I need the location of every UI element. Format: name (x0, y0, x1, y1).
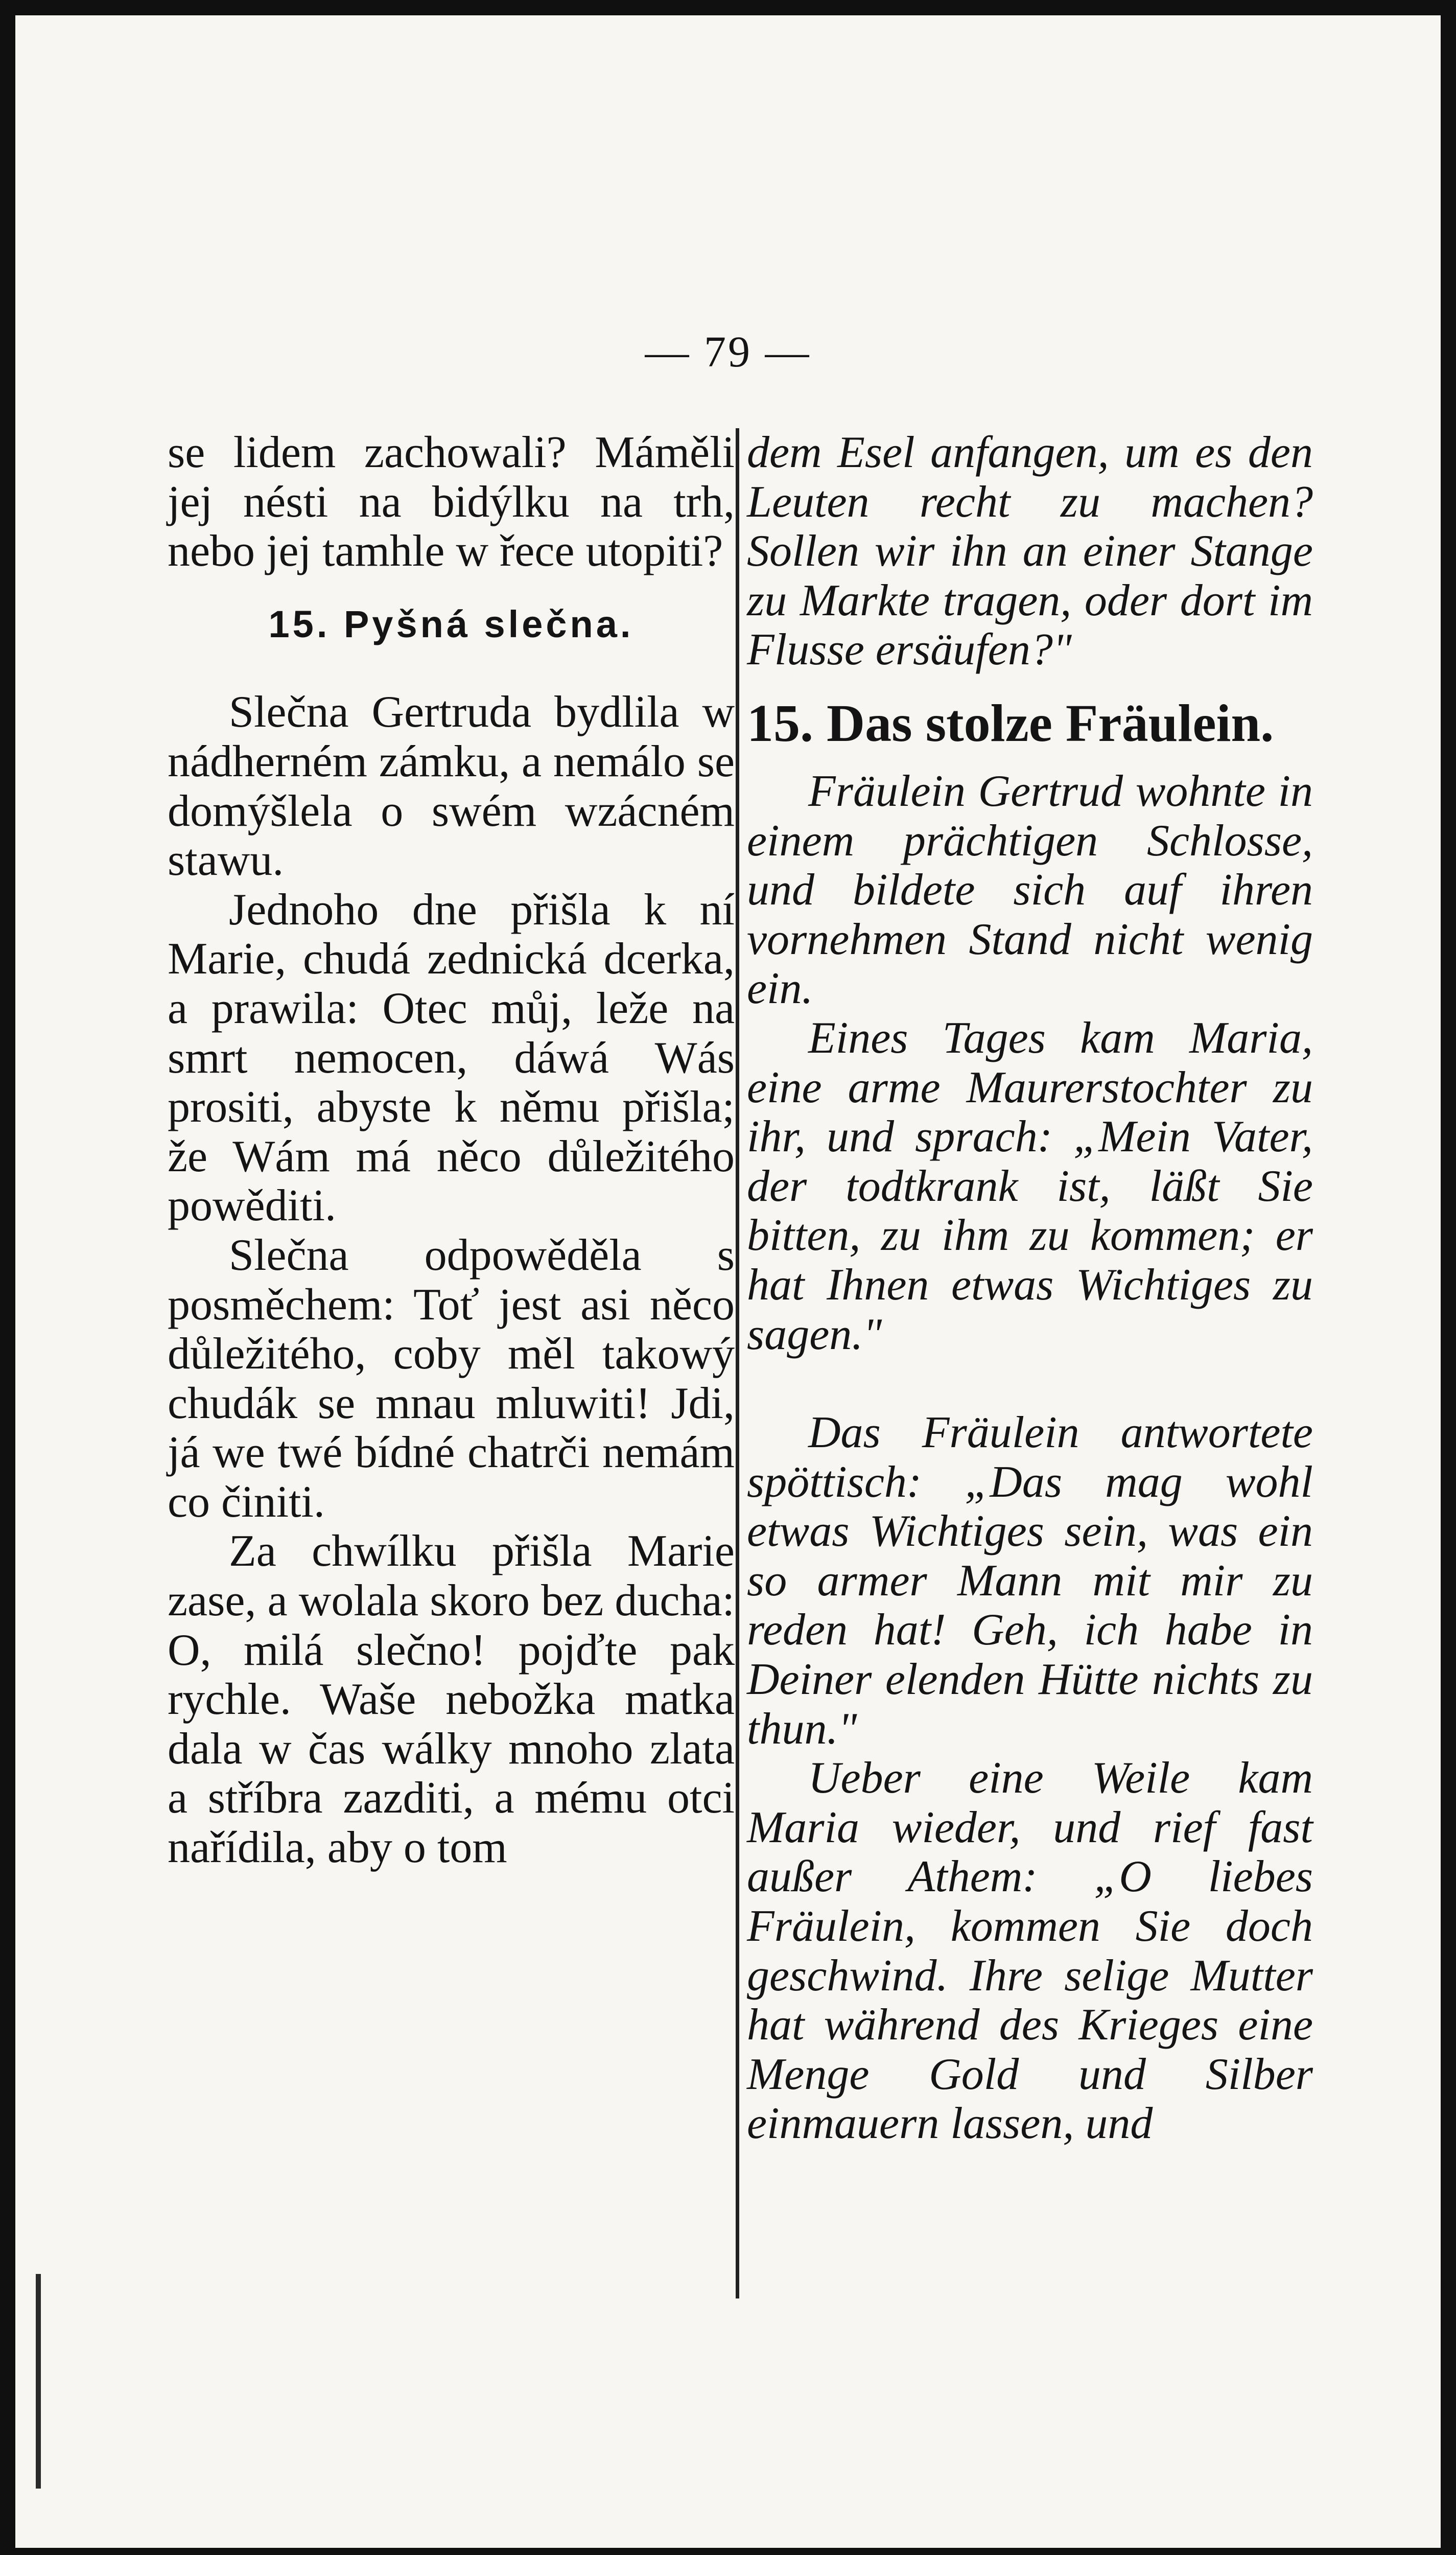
german-paragraph-2: Fräulein Gertrud wohnte in einem prächtigen Schlosse, und bildete sich auf ihren vornehmen Stand nicht wenig ein. (747, 766, 1313, 1014)
czech-paragraph-1: se lidem zachowali? Máměli jej nésti na bidýlku na trh, nebo jej tamhle w řece utopiti? (168, 428, 735, 576)
binding-edge-mark (36, 2274, 41, 2489)
german-paragraph-4: Das Fräulein antwortete spöttisch: „Das mag wohl etwas Wichtiges sein, was ein so armer Mann mit mir zu reden hat! Geh, ich habe in Deiner elenden Hütte nichts zu thun." (747, 1408, 1313, 1754)
czech-paragraph-2: Slečna Gertruda bydlila w nádherném zámku, a nemálo se domýšlela o swém wzácném stawu. (168, 687, 735, 886)
czech-paragraph-5: Za chwílku přišla Marie zase, a wolala skoro bez ducha: O, milá slečno! pojďte pak rychle. Waše nebožka matka dala w čas wálky mnoho zlata a stříbra zazditi, a mému otci nařídila, aby o tom (168, 1526, 735, 1873)
german-paragraph-1: dem Esel anfangen, um es den Leuten recht zu machen? Sollen wir ihn an einer Stange zu Markte tragen, oder dort im Flusse ersäufen?" (747, 428, 1313, 675)
page-number: — 79 — (645, 327, 811, 376)
czech-section-heading: 15. Pyšná slečna. (268, 602, 634, 645)
german-paragraph-5: Ueber eine Weile kam Maria wieder, und rief fast außer Athem: „O liebes Fräulein, kommen Sie doch geschwind. Ihre selige Mutter hat während des Krieges eine Menge Gold und Silber einmauern lassen, und (747, 1753, 1313, 2149)
czech-paragraph-3: Jednoho dne přišla k ní Marie, chudá zednická dcerka, a prawila: Otec můj, leže na smrt nemocen, dáwá Wás prositi, abyste k němu přišla; že Wám má něco důležitého powěditi. (168, 885, 735, 1231)
book-page (15, 15, 1441, 2548)
german-section-heading: 15. Das stolze Fräulein. (747, 693, 1274, 753)
czech-column (168, 428, 735, 1873)
column-divider (736, 428, 739, 2298)
czech-paragraph-4: Slečna odpowěděla s posměchem: Toť jest asi něco důležitého, coby měl takowý chudák se mnau mluwiti! Jdi, já we twé bídné chatrči nemám co činiti. (168, 1230, 735, 1527)
german-column (747, 428, 1313, 2149)
german-paragraph-3: Eines Tages kam Maria, eine arme Maurerstochter zu ihr, und sprach: „Mein Vater, der todtkrank ist, läßt Sie bitten, zu ihm zu kommen; er hat Ihnen etwas Wichtiges zu sagen." (747, 1013, 1313, 1359)
paragraph-spacer (747, 1359, 1313, 1408)
